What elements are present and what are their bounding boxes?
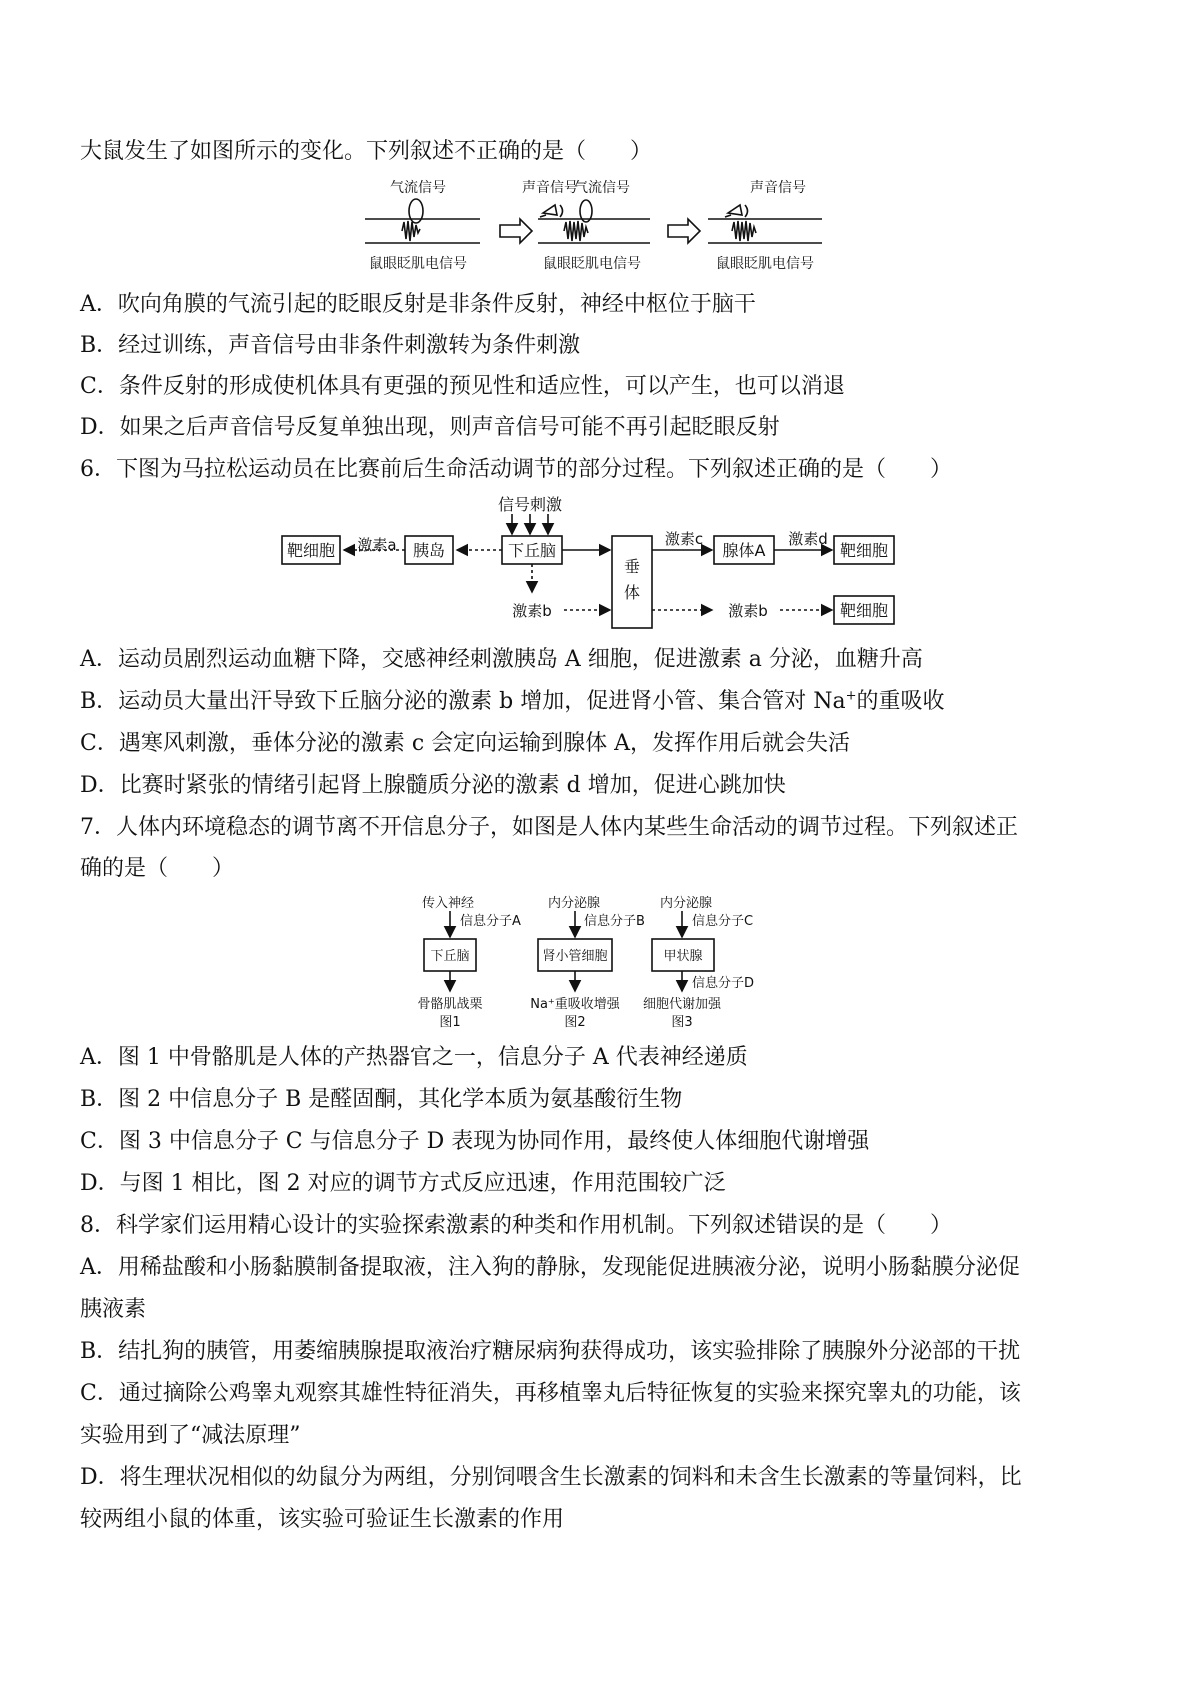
hormone-a-label: 激素a (357, 536, 397, 554)
pancreas-label: 胰岛 (412, 541, 446, 560)
hormone-d-label: 激素d (788, 530, 828, 548)
q8-option-b: B．结扎狗的胰管，用萎缩胰腺提取液治疗糖尿病狗获得成功，该实验排除了胰腺外分泌部的干扰 (80, 1339, 1021, 1364)
fig1-output: 骨骼肌战栗 (417, 997, 483, 1012)
stage1-bottom-label: 鼠眼眨肌电信号 (369, 256, 467, 272)
q6-option-b: B．运动员大量出汗导致下丘脑分泌的激素 b 增加，促进肾小管、集合管对 Na+的重吸收 (80, 688, 945, 714)
q5-option-c: C．条件反射的形成使机体具有更强的预见性和适应性，可以产生，也可以消退 (80, 374, 845, 399)
pituitary-label-2: 体 (623, 583, 641, 602)
fig2-molecule: 信息分子B (584, 914, 645, 929)
q5-option-d: D．如果之后声音信号反复单独出现，则声音信号可能不再引起眨眼反射 (80, 415, 780, 440)
fig2-source: 内分泌腺 (548, 896, 601, 911)
q8-option-c-line2: 实验用到了“减法原理” (80, 1423, 301, 1448)
fig1-molecule: 信息分子A (460, 914, 521, 929)
target-cell-label-3: 靶细胞 (839, 601, 889, 620)
hormone-b-label-1: 激素b (512, 602, 552, 620)
next-stage-arrow-icon-2 (668, 219, 700, 243)
q6-stem: 6．下图为马拉松运动员在比赛前后生命活动调节的部分过程。下列叙述正确的是（ ） (80, 457, 953, 482)
q5-figure (360, 175, 840, 275)
fig2-box-label: 肾小管细胞 (542, 949, 608, 964)
q5-option-a: A．吹向角膜的气流引起的眨眼反射是非条件反射，神经中枢位于脑干 (80, 292, 756, 317)
fig2-output: Na⁺重吸收增强 (530, 997, 620, 1012)
pituitary-label-1: 垂 (623, 557, 641, 576)
stage1-air-label: 气流信号 (390, 180, 446, 196)
q7-option-c: C．图 3 中信息分子 C 与信息分子 D 表现为协同作用，最终使人体细胞代谢增强 (80, 1129, 870, 1154)
q8-option-c-line1: C．通过摘除公鸡睾丸观察其雄性特征消失，再移植睾丸后特征恢复的实验来探究睾丸的功能，该 (80, 1381, 1021, 1406)
q7-figure (417, 895, 800, 1030)
emg-signal-icon-3 (732, 221, 756, 241)
q8-option-d-line2: 较两组小鼠的体重，该实验可验证生长激素的作用 (80, 1507, 565, 1532)
fig3-box-label: 甲状腺 (663, 949, 703, 964)
q7-stem-line1: 7．人体内环境稳态的调节离不开信息分子，如图是人体内某些生命活动的调节过程。下列叙述正 (80, 815, 1019, 840)
emg-signal-icon (402, 221, 420, 241)
target-cell-label-2: 靶细胞 (839, 541, 889, 560)
pituitary-box (612, 536, 652, 628)
q8-option-d-line1: D．将生理状况相似的幼鼠分为两组，分别饲喂含生长激素的饲料和未含生长激素的等量饲料，比 (80, 1465, 1022, 1490)
q5-stem: 大鼠发生了如图所示的变化。下列叙述不正确的是（ ） (80, 139, 653, 164)
q6-option-d: D．比赛时紧张的情绪引起肾上腺髓质分泌的激素 d 增加，促进心跳加快 (80, 773, 786, 798)
speaker-icon-2 (725, 205, 742, 217)
fig1-source: 传入神经 (422, 896, 475, 911)
q7-option-d: D．与图 1 相比，图 2 对应的调节方式反应迅速，作用范围较广泛 (80, 1171, 726, 1196)
stage3-bottom-label: 鼠眼眨肌电信号 (716, 256, 814, 272)
q6-option-c: C．遇寒风刺激，垂体分泌的激素 c 会定向运输到腺体 A，发挥作用后就会失活 (80, 731, 851, 756)
hormone-b-label-2: 激素b (728, 602, 768, 620)
target-cell-label-1: 靶细胞 (286, 541, 336, 560)
fig3-molecule: 信息分子C (692, 914, 754, 929)
fig3-molecule-d: 信息分子D (692, 976, 755, 991)
q6-figure (280, 492, 940, 632)
stage3-sound-label: 声音信号 (750, 180, 806, 196)
speaker-icon (540, 205, 557, 217)
stage2-sound-label: 声音信号 (522, 180, 578, 196)
signal-label: 信号刺激 (497, 495, 563, 514)
stage2-bottom-label: 鼠眼眨肌电信号 (543, 256, 641, 272)
q5-option-b: B．经过训练，声音信号由非条件刺激转为条件刺激 (80, 333, 581, 358)
fig2-caption: 图2 (564, 1015, 586, 1030)
gland-a-label: 腺体A (722, 541, 766, 560)
q8-stem: 8．科学家们运用精心设计的实验探索激素的种类和作用机制。下列叙述错误的是（ ） (80, 1213, 953, 1238)
q8-option-a-line2: 胰液素 (80, 1297, 147, 1322)
fig3-source: 内分泌腺 (660, 896, 713, 911)
q8-option-a-line1: A．用稀盐酸和小肠黏膜制备提取液，注入狗的静脉，发现能促进胰液分泌，说明小肠黏膜分泌促 (80, 1255, 1020, 1280)
emg-signal-icon-2 (564, 221, 588, 241)
q7-option-a: A．图 1 中骨骼肌是人体的产热器官之一，信息分子 A 代表神经递质 (80, 1045, 748, 1070)
stage2-air-label: 气流信号 (574, 180, 630, 196)
hypothalamus-label: 下丘脑 (507, 541, 557, 560)
q7-option-b: B．图 2 中信息分子 B 是醛固酮，其化学本质为氨基酸衍生物 (80, 1087, 683, 1112)
fig3-output: 细胞代谢加强 (642, 997, 722, 1012)
fig1-box-label: 下丘脑 (430, 949, 470, 964)
fig3-caption: 图3 (671, 1015, 693, 1030)
next-stage-arrow-icon (500, 219, 532, 243)
q7-stem-line2: 确的是（ ） (80, 856, 235, 881)
fig1-caption: 图1 (439, 1015, 461, 1030)
q6-option-a: A．运动员剧烈运动血糖下降，交感神经刺激胰岛 A 细胞，促进激素 a 分泌，血糖升高 (80, 647, 923, 672)
hormone-c-label: 激素c (664, 530, 704, 548)
